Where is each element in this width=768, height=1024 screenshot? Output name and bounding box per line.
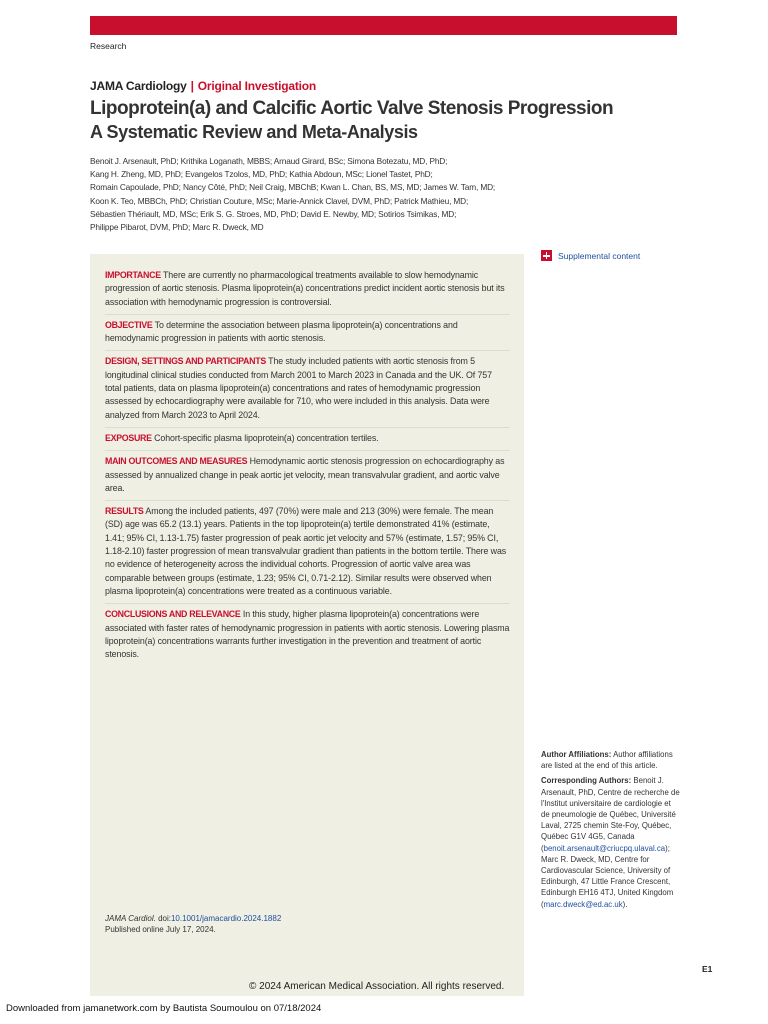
article-title: Lipoprotein(a) and Calcific Aortic Valve Stenosis Progression [90, 98, 614, 119]
email-link[interactable]: marc.dweck@ed.ac.uk [543, 899, 623, 909]
author-line: Kang H. Zheng, MD, PhD; Evangelos Tzolos, MD, PhD; Kathia Abdoun, MSc; Lionel Tastet, PhD; [90, 169, 433, 180]
abstract-importance [105, 265, 510, 315]
author-line: Koon K. Teo, MBBCh, PhD; Christian Couture, MSc; Marie-Annick Clavel, DVM, PhD; Patrick Mathieu, MD; [90, 195, 469, 206]
abstract-heading: OBJECTIVE [105, 319, 153, 330]
article-type: Original Investigation [197, 79, 317, 93]
journal-separator: | [190, 79, 194, 93]
abstract-text: Hemodynamic aortic stenosis progression on echocardiography as assessed by annualized change in peak aortic jet velocity, mean transvalvular gradient, and aortic valve area. [105, 456, 505, 493]
affiliations-text: Author affiliations are listed at the end of this article. [541, 750, 673, 771]
author-list [90, 155, 520, 234]
abstract-text: To determine the association between plasma lipoprotein(a) concentrations and hemodynamic progression in patients with aortic stenosis. [105, 319, 458, 344]
abstract-outcomes [105, 451, 510, 501]
doi-prefix: doi: [158, 914, 171, 923]
abstract-heading: MAIN OUTCOMES AND MEASURES [105, 456, 248, 467]
author-line: Romain Capoulade, PhD; Nancy Côté, PhD; Neil Craig, MBChB; Kwan L. Chan, BS, MS, MD; James W. Tam, MD; [90, 182, 496, 193]
author-line: Sébastien Thériault, MD, MSc; Erik S. G. Stroes, MD, PhD; David E. Newby, MD; Sotirios Tsimikas, MD; [90, 208, 457, 219]
corresponding-heading: Corresponding Authors: [541, 776, 632, 786]
journal-name: JAMA Cardiology [90, 79, 187, 93]
published-date: Published online July 17, 2024. [105, 924, 216, 934]
abstract-text: There are currently no pharmacological treatments available to slow hemodynamic progression of aortic stenosis. Plasma lipoprotein(a) concentrations predict incident aortic stenosis but its association with hemodynamic progression is controversial. [105, 270, 505, 307]
download-note: Downloaded from jamanetwork.com by Bautista Soumoulou on 07/18/2024 [6, 1003, 322, 1014]
supplemental-content-label: Supplemental content [558, 250, 641, 261]
doi-link[interactable]: 10.1001/jamacardio.2024.1882 [170, 914, 282, 923]
author-line: Benoit J. Arsenault, PhD; Krithika Loganath, MBBS; Arnaud Girard, BSc; Simona Botezatu, MD, PhD; [90, 156, 448, 166]
abstract-conclusions [105, 604, 510, 666]
journal-abbreviation: JAMA Cardiol. [105, 914, 156, 923]
header-accent-bar [90, 16, 677, 35]
copyright-notice: © 2024 American Medical Association. All rights reserved. [249, 981, 505, 992]
plus-box-icon [541, 250, 552, 261]
citation-block [105, 914, 281, 936]
email-link[interactable]: benoit.arsenault@criucpq.ulaval.ca [543, 843, 666, 853]
article-subtitle: A Systematic Review and Meta-Analysis [90, 122, 418, 142]
abstract-heading: CONCLUSIONS AND RELEVANCE [105, 609, 241, 620]
abstract-text: The study included patients with aortic stenosis from 5 longitudinal clinical studies conducted from March 2001 to March 2023 in Canada and the UK. Of 757 total patients, data on plasma lipoprotein(a) concentrations and rates of hemodynamic progression assessed by echocardiography were available for 710, who were included in this analysis. Data were analyzed from March 2023 to April 2024. [105, 356, 492, 420]
abstract-heading: DESIGN, SETTINGS AND PARTICIPANTS [105, 356, 266, 367]
abstract-text: Among the included patients, 497 (70%) were male and 213 (30%) were female. The mean (SD) age was 65.2 (13.1) years. Patients in the top lipoprotein(a) tertile demonstrated 41% (estimate, 1.41; 95% CI, 1.13-1.75) faster progression of peak aortic jet velocity and 57% (estimate, 1.57; 95% CI, 1.18-2.10) faster progression of mean transvalvular gradient than patients in the bottom tertile. There was no evidence of heterogeneity across the individual cohorts. Progression of aortic valve area was comparable between groups (estimate, 1.23; 95% CI, 0.71-2.12). Similar results were observed when plasma lipoprotein(a) concentrations were treated as a continuous variable. [105, 506, 507, 596]
abstract-text: In this study, higher plasma lipoprotein(a) concentrations were associated with faster rates of hemodynamic progression in patients with aortic stenosis. Lowering plasma lipoprotein(a) concentrations warrants further investigation in the prevention and treatment of aortic stenosis. [105, 609, 510, 660]
corresponding-text: ). [622, 899, 628, 909]
author-affiliations [541, 749, 681, 914]
abstract-design [105, 351, 510, 427]
abstract-heading: IMPORTANCE [105, 270, 161, 280]
affiliations-heading: Author Affiliations: [541, 750, 612, 759]
abstract-panel [90, 254, 524, 996]
corresponding-text: Benoit J. Arsenault, PhD, Centre de recherche de l'Institut universitaire de cardiologie et de pneumologie de Québec, Université Laval, 2725 chemin Ste-Foy, Québec, Québec G1V 4G5, Canada ( [541, 776, 680, 853]
author-line: Philippe Pibarot, DVM, PhD; Marc R. Dweck, MD [90, 222, 264, 233]
abstract-text: Cohort-specific plasma lipoprotein(a) concentration tertiles. [154, 432, 379, 443]
supplemental-content-link[interactable] [541, 250, 640, 261]
abstract-results [105, 501, 510, 604]
section-label: Research [90, 41, 127, 51]
corresponding-text: ); Marc R. Dweck, MD, Centre for Cardiovascular Science, University of Edinburgh, 47 Little France Crescent, Edinburgh EH16 4TJ, United Kingdom ( [541, 843, 674, 909]
page-number: E1 [702, 964, 713, 974]
abstract-objective [105, 315, 510, 352]
journal-line [90, 79, 316, 93]
abstract-heading: RESULTS [105, 506, 144, 517]
abstract-exposure [105, 428, 510, 451]
abstract-heading: EXPOSURE [105, 432, 152, 443]
